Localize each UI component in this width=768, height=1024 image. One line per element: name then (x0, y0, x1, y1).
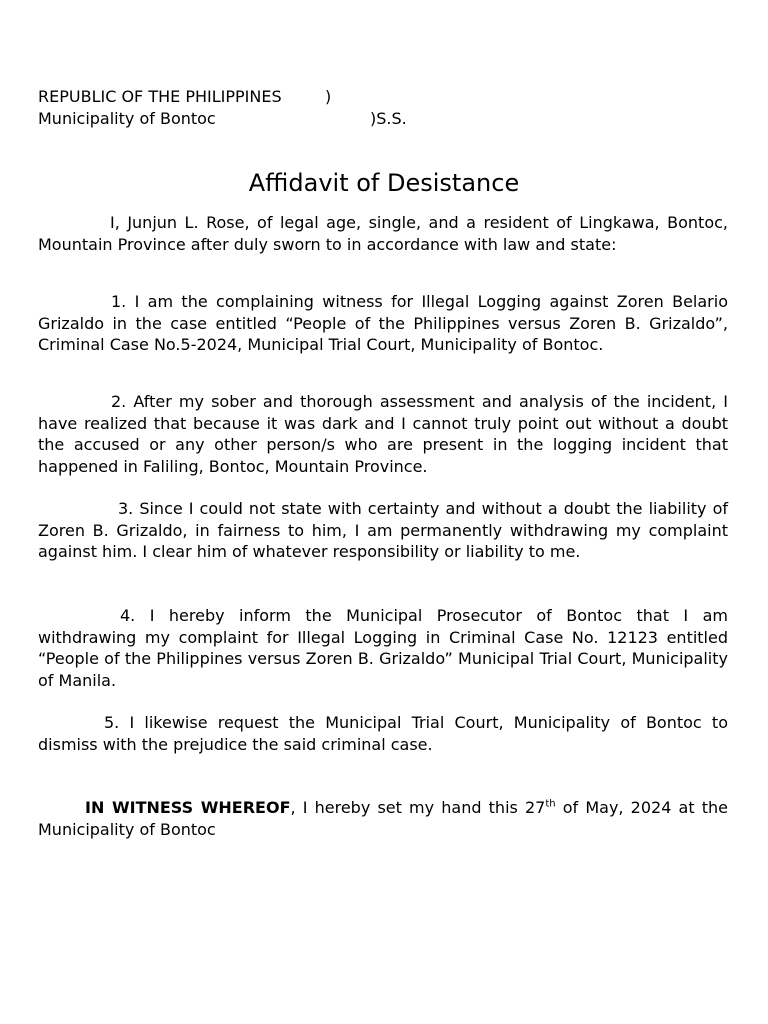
paragraph-4: 4. I hereby inform the Municipal Prosecutor of Bontoc that I am withdrawing my complaint for Illegal Logging in Criminal Case No. 12123 entitled “People of the Philippines versus Zoren B. Grizaldo” Municipal Trial Court, Municipality of Manila. (38, 606, 728, 690)
paragraph-5: 5. I likewise request the Municipal Trial Court, Municipality of Bontoc to dismiss with the prejudice the said criminal case. (38, 713, 728, 754)
paragraph-2: 2. After my sober and thorough assessment and analysis of the incident, I have realized that because it was dark and I cannot truly point out without a doubt the accused or any other person/s who are present in the logging incident that happened in Faliling, Bontoc, Mountain Province. (38, 392, 728, 476)
document-title: Affidavit of Desistance (248, 169, 520, 197)
venue-paren-1: ) (325, 87, 332, 106)
witness-paragraph (38, 797, 728, 840)
venue-line-1 (38, 86, 738, 108)
paragraph-3: 3. Since I could not state with certainty and without a doubt the liability of Zoren B. Grizaldo, in fairness to him, I am permanently withdrawing my complaint against him. I clear him of whatever responsibility or liability to me. (38, 499, 728, 561)
paragraph-1: 1. I am the complaining witness for Illegal Logging against Zoren Belario Grizaldo in the case entitled “People of the Philippines versus Zoren B. Grizaldo”, Criminal Case No.5-2024, Municipal Trial Court, Municipality of Bontoc. (38, 292, 728, 354)
venue-line-2 (38, 108, 738, 130)
venue-country: REPUBLIC OF THE PHILIPPINES (38, 87, 282, 106)
venue-municipality: Municipality of Bontoc (38, 109, 216, 128)
venue-block (38, 86, 738, 130)
witness-text-1: , I hereby set my hand this 27 (290, 798, 546, 817)
witness-text-2: of May, 2024 at the Municipality of Bontoc (38, 798, 729, 839)
witness-heading: IN WITNESS WHEREOF (85, 798, 291, 817)
venue-paren-ss: )S.S. (370, 109, 407, 128)
witness-ordinal-suffix: th (545, 798, 556, 810)
intro-paragraph: I, Junjun L. Rose, of legal age, single, and a resident of Lingkawa, Bontoc, Mountain Province after duly sworn to in accordance with law and state: (38, 213, 728, 254)
